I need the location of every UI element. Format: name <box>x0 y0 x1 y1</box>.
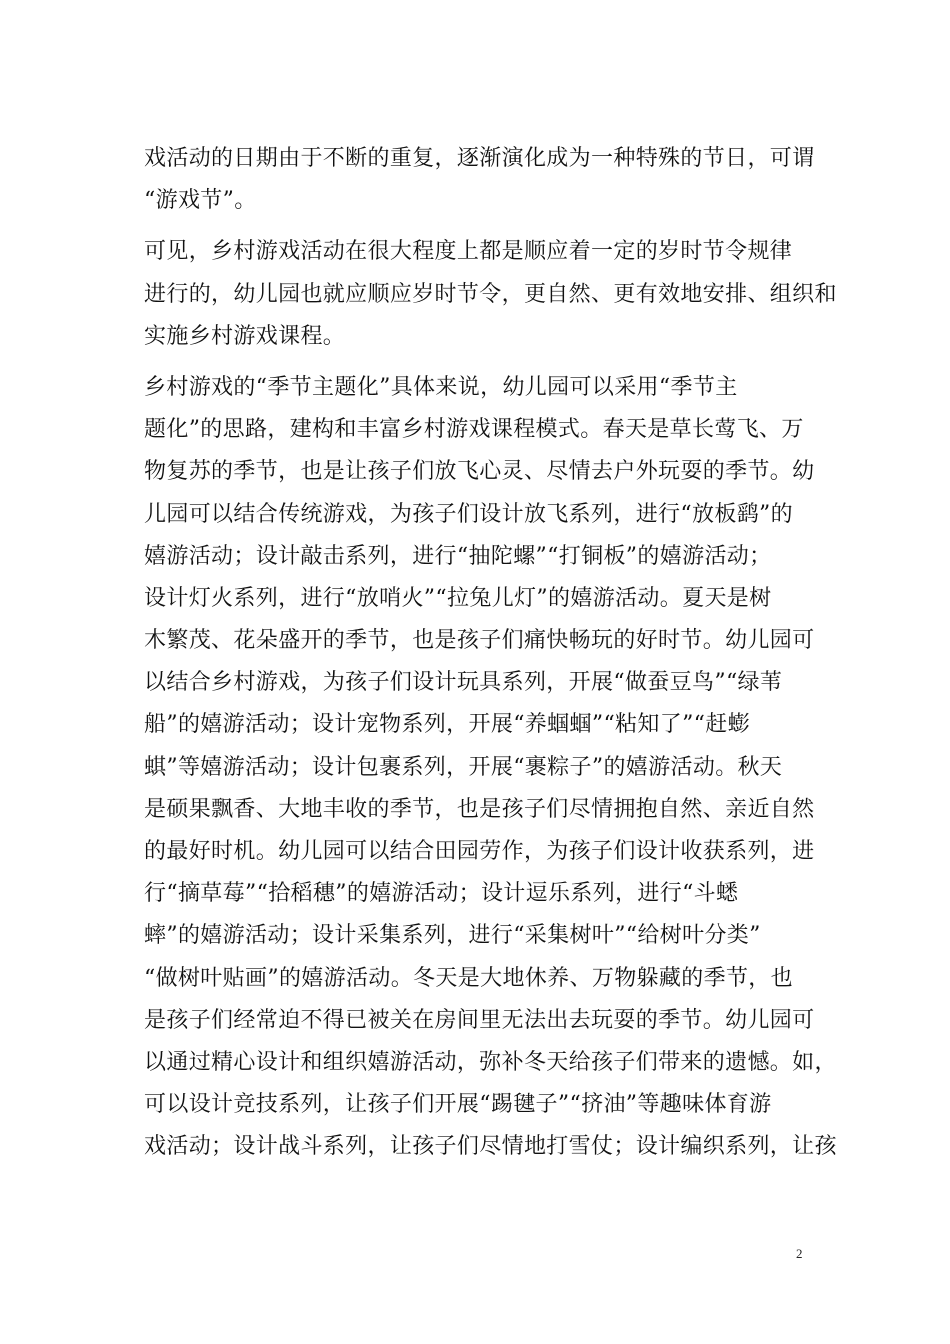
text-line: 设计灯火系列，进行“放哨火”“拉兔儿灯”的嬉游活动。夏天是树 <box>144 585 772 611</box>
text-line: 实施乡村游戏课程。 <box>144 323 346 349</box>
text-line: 题化”的思路，建构和丰富乡村游戏课程模式。春天是草长莺飞、万 <box>144 417 804 443</box>
text-line: 可见，乡村游戏活动在很大程度上都是顺应着一定的岁时节令规律 <box>144 239 793 265</box>
text-line: 以通过精心设计和组织嬉游活动，弥补冬天给孩子们带来的遗憾。如， <box>144 1049 837 1075</box>
text-line: 进行的，幼儿园也就应顺应岁时节令，更自然、更有效地安排、组织和 <box>144 281 837 307</box>
text-line: “游戏节”。 <box>144 188 257 214</box>
text-line: 嬉游活动；设计敲击系列，进行“抽陀螺”“打铜板”的嬉游活动； <box>144 543 772 569</box>
text-line: 是硕果飘香、大地丰收的季节，也是孩子们尽情拥抱自然、亲近自然 <box>144 796 815 822</box>
text-line: 以结合乡村游戏，为孩子们设计玩具系列，开展“做蚕豆鸟”“绿苇 <box>144 670 783 696</box>
page-number: 2 <box>796 1246 803 1261</box>
text-line: 戏活动的日期由于不断的重复，逐渐演化成为一种特殊的节日，可谓 <box>144 146 815 171</box>
paragraph-gap <box>144 358 834 367</box>
text-line: 乡村游戏的“季节主题化”具体来说，幼儿园可以采用“季节主 <box>144 374 738 400</box>
text-line: 戏活动；设计战斗系列，让孩子们尽情地打雪仗；设计编织系列，让孩 <box>144 1134 837 1160</box>
text-line: 行“摘草莓”“拾稻穗”的嬉游活动；设计逗乐系列，进行“斗蟋 <box>144 881 739 907</box>
body-text <box>144 138 837 1169</box>
text-line: 是孩子们经常迫不得已被关在房间里无法出去玩耍的季节。幼儿园可 <box>144 1007 815 1033</box>
text-line: 可以设计竞技系列，让孩子们开展“踢毽子”“挤油”等趣味体育游 <box>144 1092 772 1118</box>
text-line: 蜞”等嬉游活动；设计包裹系列，开展“裹粽子”的嬉游活动。秋天 <box>144 754 783 780</box>
text-line: “做树叶贴画”的嬉游活动。冬天是大地休养、万物躲藏的季节，也 <box>144 965 793 991</box>
text-line: 儿园可以结合传统游戏，为孩子们设计放飞系列，进行“放板鹞”的 <box>144 501 793 527</box>
paragraph-gap <box>144 222 834 231</box>
text-line: 的最好时机。幼儿园可以结合田园劳作，为孩子们设计收获系列，进 <box>144 839 815 864</box>
text-line: 船”的嬉游活动；设计宠物系列，开展“养蝈蝈”“粘知了”“赶蟛 <box>144 712 750 738</box>
text-line: 木繁茂、花朵盛开的季节，也是孩子们痛快畅玩的好时节。幼儿园可 <box>144 628 815 654</box>
text-line: 物复苏的季节，也是让孩子们放飞心灵、尽情去户外玩耍的季节。幼 <box>144 459 815 485</box>
text-line: 蟀”的嬉游活动；设计采集系列，进行“采集树叶”“给树叶分类” <box>144 923 761 949</box>
